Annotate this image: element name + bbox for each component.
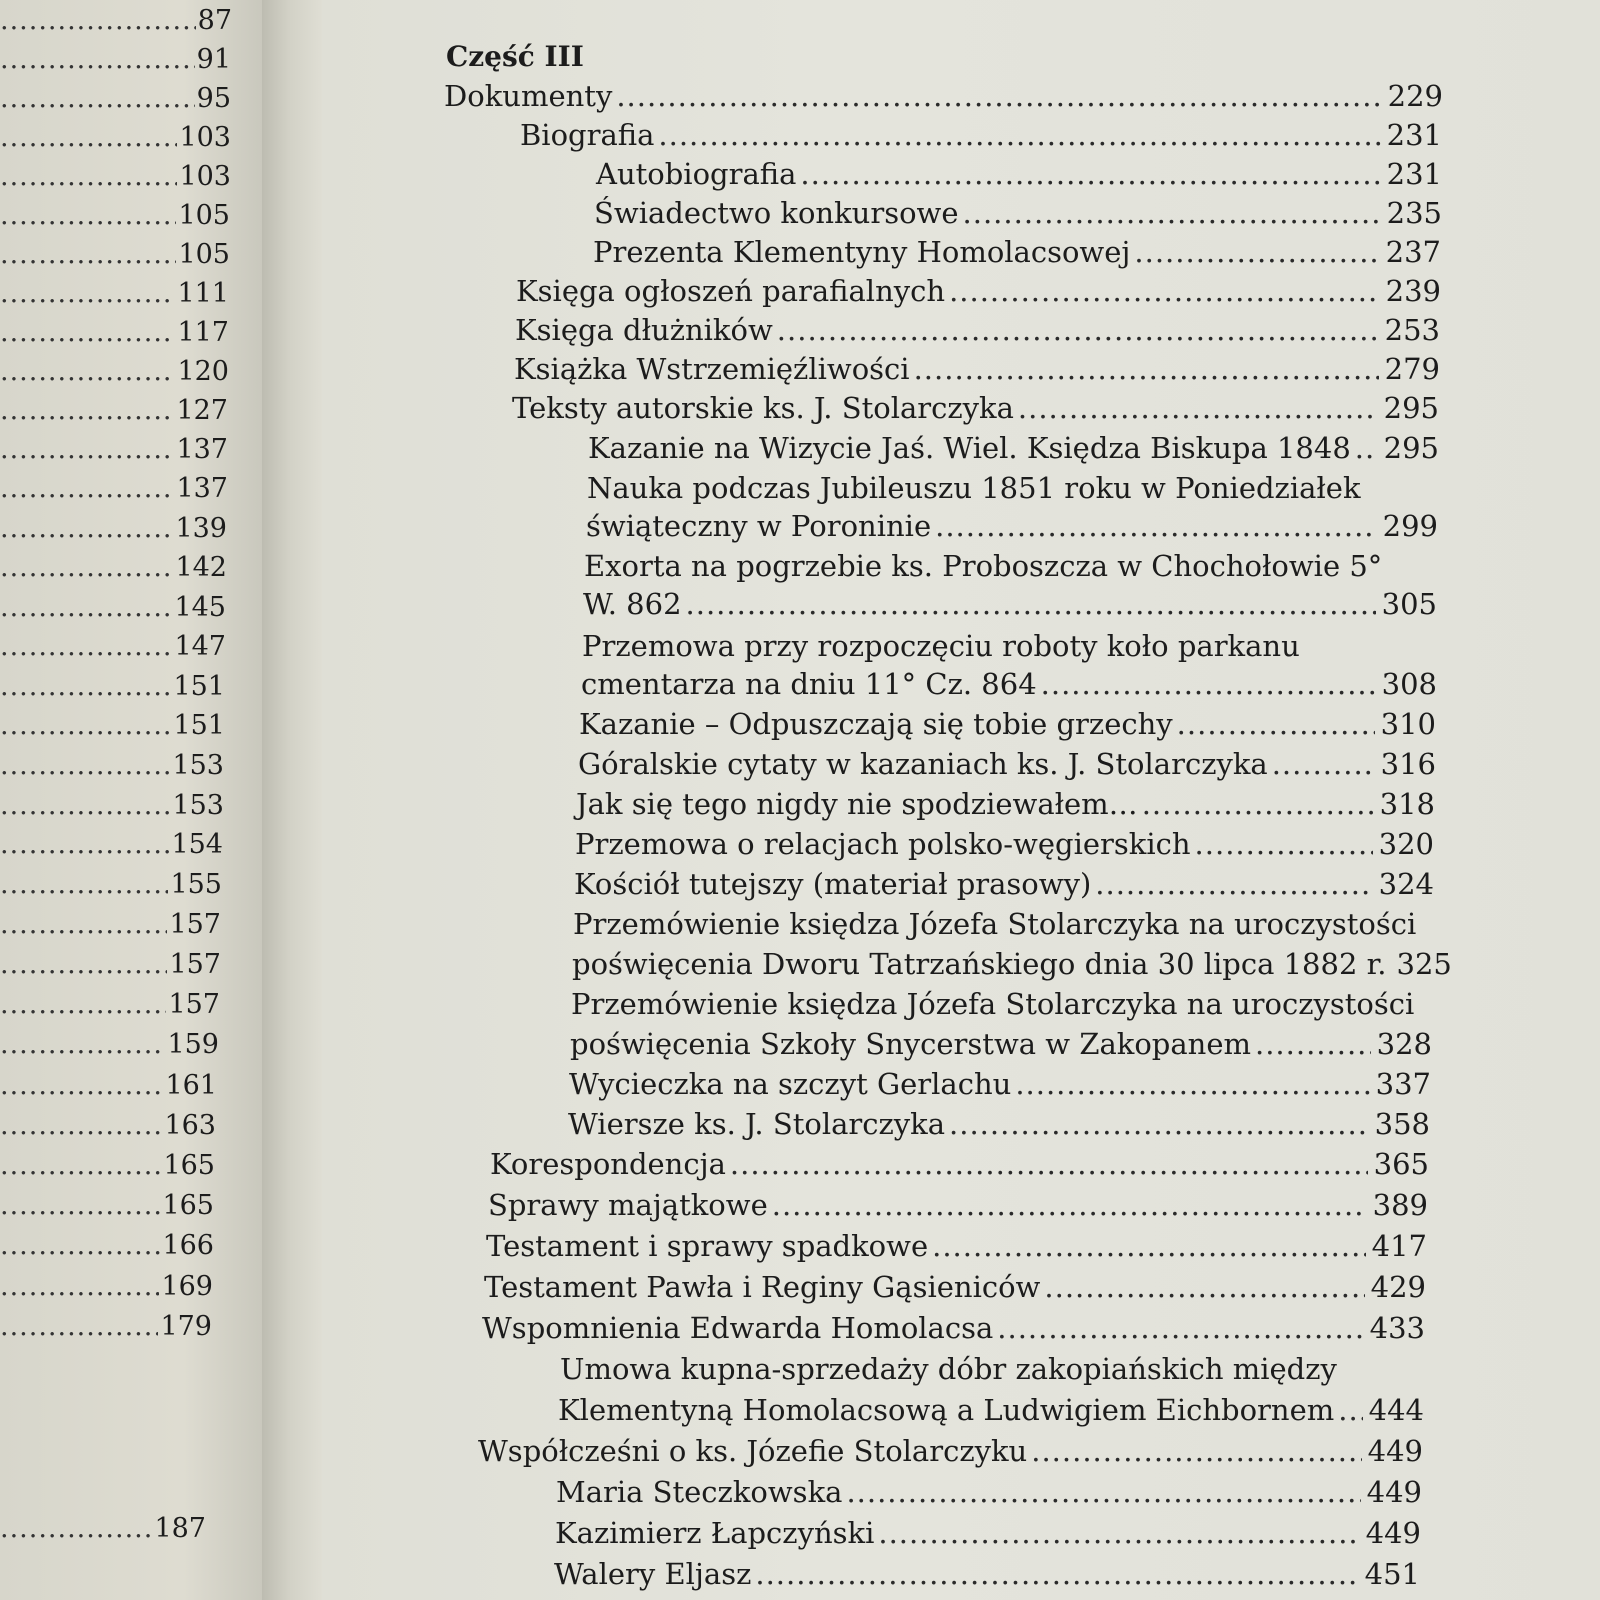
left-page-number: 120 [177, 356, 229, 387]
toc-entry-page: 231 [1386, 118, 1442, 152]
toc-entry [596, 156, 1442, 192]
toc-entry [575, 826, 1434, 862]
toc-entry-title: świąteczny w Poroninie [586, 509, 932, 543]
toc-entry [593, 234, 1441, 270]
toc-entry-page: 318 [1379, 787, 1435, 821]
left-page-number: 147 [174, 631, 226, 662]
left-page-number: 105 [178, 200, 230, 231]
toc-entry [488, 1187, 1428, 1223]
toc-entry [569, 1066, 1431, 1102]
left-page-number: 95 [196, 83, 231, 114]
left-page-number: 157 [169, 949, 221, 980]
left-page-number: 161 [165, 1070, 217, 1101]
toc-entry-page: 337 [1375, 1067, 1431, 1101]
toc-entry-title: W. 862 [583, 587, 682, 621]
toc-entry-page: 305 [1381, 587, 1437, 621]
toc-entry-title: Książka Wstrzemięźliwości [514, 352, 910, 386]
left-page-number: 151 [173, 671, 225, 702]
toc-entry [516, 273, 1441, 309]
toc-entry-title: Świadectwo konkursowe [594, 196, 959, 230]
toc-entry [583, 586, 1437, 622]
toc-entry-page: 325 [1396, 947, 1452, 981]
left-page-number: 165 [163, 1150, 215, 1181]
toc-entry-page: 449 [1365, 1516, 1421, 1550]
left-page-number: 103 [179, 161, 231, 192]
left-page-number: 103 [179, 122, 231, 153]
toc-entry [478, 1433, 1423, 1469]
left-page-number: 153 [172, 750, 224, 781]
left-page-number: 179 [160, 1311, 212, 1342]
toc-entry-title: Testament i sprawy spadkowe [486, 1229, 929, 1263]
toc-entry-page: 449 [1367, 1434, 1423, 1468]
left-page-number: 153 [172, 790, 224, 821]
toc-entry-page: 295 [1383, 391, 1439, 425]
toc-entry-page: 229 [1387, 79, 1443, 113]
left-page-number: 87 [197, 5, 232, 36]
toc-entry [586, 508, 1438, 544]
left-page-number: 111 [177, 278, 229, 309]
toc-entry [579, 706, 1436, 742]
left-page-number: 137 [176, 473, 228, 504]
toc-entry [486, 1228, 1427, 1264]
toc-entry [520, 117, 1442, 153]
toc-entry-page: 433 [1369, 1311, 1425, 1345]
left-page-number: 139 [175, 513, 227, 544]
left-page-number: 91 [196, 44, 231, 75]
toc-entry-page: 358 [1374, 1107, 1430, 1141]
toc-entry-title: Autobiografia [596, 157, 797, 191]
toc-entry [515, 312, 1440, 348]
toc-entry-title: Wspomnienia Edwarda Homolacsa [482, 1311, 994, 1345]
toc-entry-page: 451 [1364, 1557, 1420, 1591]
toc-entry [572, 946, 1452, 982]
toc-entry [588, 430, 1439, 466]
toc-entry-title: Księga dłużników [515, 313, 773, 347]
left-page-number: 169 [161, 1271, 213, 1302]
part-title: Część III [446, 40, 584, 73]
toc-entry-title: Współcześni o ks. Józefie Stolarczyku [478, 1434, 1028, 1468]
toc-entry-title: Księga ogłoszeń parafialnych [516, 274, 946, 308]
toc-entry [558, 1392, 1424, 1428]
toc-entry-title-line1: Przemówienie księdza Józefa Stolarczyka na uroczystości [571, 987, 1415, 1021]
toc-entry-page: 239 [1385, 274, 1441, 308]
toc-entry-title: Korespondencja [490, 1147, 726, 1181]
toc-entry-page: 308 [1381, 667, 1437, 701]
toc-entry-page: 449 [1366, 1475, 1422, 1509]
toc-entry-page: 417 [1371, 1229, 1427, 1263]
toc-entry [568, 1106, 1430, 1142]
left-page-number: 163 [164, 1110, 216, 1141]
toc-entry [512, 390, 1439, 426]
toc-entry-title: Sprawy majątkowe [488, 1188, 768, 1222]
toc-entry-page: 429 [1370, 1270, 1426, 1304]
left-page-number: 127 [176, 395, 228, 426]
left-page-number: 137 [176, 434, 228, 465]
toc-entry-title: Biografia [520, 118, 655, 152]
toc-entry [514, 351, 1440, 387]
toc-entry [554, 1556, 1420, 1592]
toc-entry-title: Dokumenty [444, 79, 613, 113]
toc-entry-page: 310 [1380, 707, 1436, 741]
toc-entry [556, 1474, 1422, 1510]
left-page-number: 154 [171, 829, 223, 860]
left-page-number: 157 [168, 989, 220, 1020]
toc-entry-title: Maria Steczkowska [556, 1475, 843, 1509]
toc-entry-title: poświęcenia Dworu Tatrzańskiego dnia 30 lipca 1882 r. [572, 947, 1387, 981]
toc-entry-title: Kościół tutejszy (materiał prasowy) [574, 867, 1092, 901]
left-page-number: 155 [170, 869, 222, 900]
toc-entry-page: 320 [1378, 827, 1434, 861]
toc-entry-title: Przemowa o relacjach polsko-węgierskich [575, 827, 1191, 861]
left-page-number: 105 [178, 239, 230, 270]
toc-entry [555, 1515, 1421, 1551]
toc-entry-title: Kazimierz Łapczyński [555, 1516, 875, 1550]
left-page-number: 142 [175, 552, 227, 583]
left-page-number: 159 [167, 1029, 219, 1060]
toc-entry-title: Jak się tego nigdy nie spodziewałem… [576, 787, 1138, 821]
toc-entry-title-line1: Przemówienie księdza Józefa Stolarczyka na uroczystości [573, 907, 1417, 941]
toc-entry-title: Kazanie na Wizycie Jaś. Wiel. Księdza Biskupa 1848 [588, 431, 1351, 465]
toc-entry [574, 866, 1434, 902]
toc-entry-title-line1: Przemowa przy rozpoczęciu roboty koło parkanu [582, 629, 1300, 663]
toc-entry [576, 786, 1435, 822]
toc-entry-title-line1: Umowa kupna-sprzedaży dóbr zakopiańskich między [560, 1352, 1337, 1386]
toc-entry-title: cmentarza na dniu 11° Cz. 864 [581, 667, 1037, 701]
toc-entry [578, 746, 1436, 782]
toc-entry-title: Kazanie – Odpuszczają się tobie grzechy [579, 707, 1173, 741]
toc-entry-title: Góralskie cytaty w kazaniach ks. J. Stolarczyka [578, 747, 1268, 781]
toc-entry-title: Walery Eljasz [554, 1557, 752, 1591]
toc-entry-page: 231 [1386, 157, 1442, 191]
toc-entry-title-line1: Nauka podczas Jubileuszu 1851 roku w Poniedziałek [587, 471, 1361, 505]
toc-entry-page: 365 [1373, 1147, 1429, 1181]
left-page-number: 187 [154, 1513, 206, 1544]
toc-entry [444, 78, 1443, 114]
toc-entry [570, 1026, 1432, 1062]
toc-entry-page: 295 [1383, 431, 1439, 465]
toc-entry [490, 1146, 1429, 1182]
toc-entry-title: Prezenta Klementyny Homolacsowej [593, 235, 1131, 269]
toc-entry-page: 235 [1386, 196, 1442, 230]
left-page-number: 151 [173, 710, 225, 741]
left-page-number: 157 [169, 909, 221, 940]
toc-entry-title: Wycieczka na szczyt Gerlachu [569, 1067, 1012, 1101]
left-page-number: 165 [162, 1190, 214, 1221]
toc-entry-title: poświęcenia Szkoły Snycerstwa w Zakopanem [570, 1027, 1251, 1061]
toc-entry [594, 195, 1442, 231]
left-page-number: 145 [174, 592, 226, 623]
toc-entry-page: 324 [1378, 867, 1434, 901]
toc-entry-page: 444 [1368, 1393, 1424, 1427]
toc-entry-page: 316 [1380, 747, 1436, 781]
toc-entry-title-line1: Exorta na pogrzebie ks. Proboszcza w Chochołowie 5° [584, 549, 1383, 583]
toc-entry [482, 1310, 1425, 1346]
toc-entry-page: 299 [1382, 509, 1438, 543]
toc-entry-page: 237 [1385, 235, 1441, 269]
toc-entry-page: 253 [1384, 313, 1440, 347]
toc-entry-title: Klementyną Homolacsową a Ludwigiem Eichbornem [558, 1393, 1335, 1427]
left-page-number: 117 [177, 317, 229, 348]
toc-entry-title: Testament Pawła i Reginy Gąsieniców [484, 1270, 1041, 1304]
toc-entry [581, 666, 1437, 702]
toc-entry-title: Wiersze ks. J. Stolarczyka [568, 1107, 946, 1141]
toc-entry-page: 328 [1376, 1027, 1432, 1061]
left-page-number: 166 [162, 1230, 214, 1261]
toc-entry-title: Teksty autorskie ks. J. Stolarczyka [512, 391, 1014, 425]
toc-entry [484, 1269, 1426, 1305]
toc-entry-page: 279 [1384, 352, 1440, 386]
toc-entry-page: 389 [1372, 1188, 1428, 1222]
